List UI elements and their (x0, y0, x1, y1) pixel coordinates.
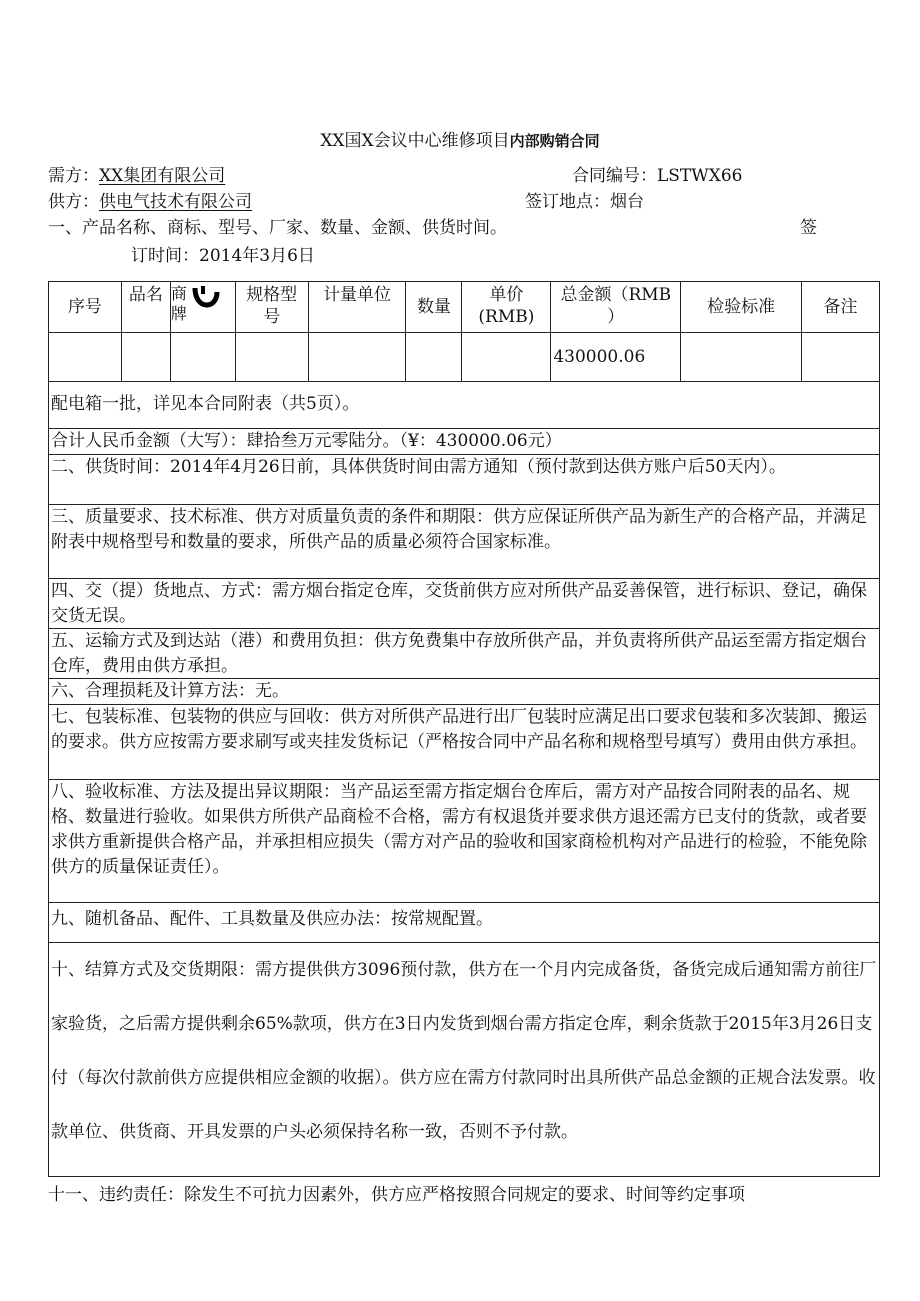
signing-place: 签订地点：烟台 (525, 192, 644, 212)
cell-seq (49, 333, 122, 382)
clause-7 (48, 705, 880, 780)
cell-total-amount: 430000.06 (551, 333, 681, 382)
brand-logo-icon (191, 284, 221, 310)
clause-3 (48, 505, 880, 579)
header-qty: 数量 (406, 282, 462, 333)
header-model-line2: 号 (263, 307, 281, 327)
clause-3-text: 三、质量要求、技术标准、供方对质量负责的条件和期限：供方应保证所供产品为新生产的合格产品，并满足附表中规格型号和数量的要求，所供产品的质量必须符合国家标准。 (51, 507, 867, 552)
cell-brand (170, 333, 235, 382)
signing-time: 订时间：2014年3月6日 (131, 246, 315, 266)
goods-text: 配电箱一批，详见本合同附表（共5页）。 (51, 394, 360, 414)
clause-9 (48, 903, 880, 943)
clause-6-text: 六、合理损耗及计算方法：无。 (51, 681, 289, 701)
supplier-value: 供电气技术有限公司 (99, 192, 252, 212)
clause-11-text: 十一、违约责任：除发生不可抗力因素外，供方应严格按照合同规定的要求、时间等约定事项 (48, 1185, 745, 1205)
buyer-line (48, 161, 225, 186)
supplier-line (48, 187, 252, 212)
header-total-line1: 总金额（RMB (560, 285, 672, 305)
header-model-line1: 规格型 (246, 285, 298, 305)
header-inspect: 检验标准 (681, 282, 802, 333)
cell-qty (406, 333, 462, 382)
clause-11 (48, 1180, 880, 1205)
contract-number: 合同编号：LSTWX66 (572, 166, 743, 186)
cell-unit (308, 333, 406, 382)
header-price-line1: 单价 (489, 285, 524, 305)
buyer-label: 需方： (48, 166, 99, 186)
clause-6 (48, 679, 880, 705)
supplier-label: 供方： (48, 192, 99, 212)
clause-10-text: 十、结算方式及交货期限：需方提供供方3096预付款，供方在一个月内完成备货，备货完成后通知需方前往厂家验货，之后需方提供剩余65%款项，供方在3日内发货到烟台需方指定仓库，剩余货款于2015年3月26日支付（每次付款前供方应提供相应金额的收据）。供方应在需方付款同时出具所供产品总金额的正规合法发票。收款单位、供货商、开具发票的户头必须保持名称一致，否则不予付款。 (51, 960, 877, 1142)
title-main: XX国X会议中心维修项目 (320, 131, 510, 151)
contract-title (0, 126, 920, 151)
header-brand (170, 282, 235, 333)
clause-10 (48, 943, 880, 1177)
total-amount-text: 合计人民币金额（大写）：肆拾叁万元零陆分。（¥：430000.06元） (51, 431, 562, 451)
header-total-line2: ） (607, 307, 625, 327)
header-brand-text: 商牌 (170, 284, 187, 323)
cell-inspect (681, 333, 802, 382)
header-unit: 计量单位 (308, 282, 406, 333)
clause-4-text: 四、交（提）货地点、方式：需方烟台指定仓库，交货前供方应对所供产品妥善保管，进行标识、登记，确保交货无误。 (51, 581, 867, 626)
table-header-row (49, 282, 880, 333)
cell-name (121, 333, 170, 382)
title-bold: 内部购销合同 (509, 132, 600, 150)
header-price (462, 282, 551, 333)
clause-2-text: 二、供货时间：2014年4月26日前，具体供货时间由需方通知（预付款到达供方账户后50天内）。 (51, 457, 786, 477)
header-name: 品名 (121, 282, 170, 333)
header-total (551, 282, 681, 333)
product-table (48, 281, 880, 382)
clause-5-text: 五、运输方式及到达站（港）和费用负担：供方免费集中存放所供产品，并负责将所供产品运至需方指定烟台仓库，费用由供方承担。 (51, 631, 867, 676)
clause-8-text: 八、验收标准、方法及提出异议期限：当产品运至需方指定烟台仓库后，需方对产品按合同附表的品名、规格、数量进行验收。如果供方所供产品商检不合格，需方有权退货并要求供方退还需方已支付的货款，或者要求供方重新提供合格产品，并承担相应损失（需方对产品的验收和国家商检机构对产品进行的检验，不能免除供方的质量保证责任）。 (51, 782, 867, 877)
cell-price (462, 333, 551, 382)
total-amount-section (48, 429, 880, 455)
header-note: 备注 (802, 282, 880, 333)
table-row (49, 333, 880, 382)
clause-9-text: 九、随机备品、配件、工具数量及供应办法：按常规配置。 (51, 909, 493, 929)
clause-8 (48, 780, 880, 903)
item1-heading: 一、产品名称、商标、型号、厂家、数量、金额、供货时间。 (48, 218, 507, 238)
header-model (235, 282, 308, 333)
buyer-value: XX集团有限公司 (99, 166, 226, 186)
clause-7-text: 七、包装标准、包装物的供应与回收：供方对所供产品进行出厂包装时应满足出口要求包装和多次装卸、搬运的要求。供方应按需方要求刷写或夹挂发货标记（严格按合同中产品名称和规格型号填写）费用由供方承担。 (51, 707, 867, 752)
clause-2 (48, 455, 880, 505)
header-seq: 序号 (49, 282, 122, 333)
header-price-line2: (RMB) (478, 307, 535, 327)
clause-5 (48, 629, 880, 679)
cell-model (235, 333, 308, 382)
clause-4 (48, 579, 880, 629)
goods-section (48, 379, 880, 429)
item1-tail: 签 (800, 218, 817, 238)
cell-note (802, 333, 880, 382)
